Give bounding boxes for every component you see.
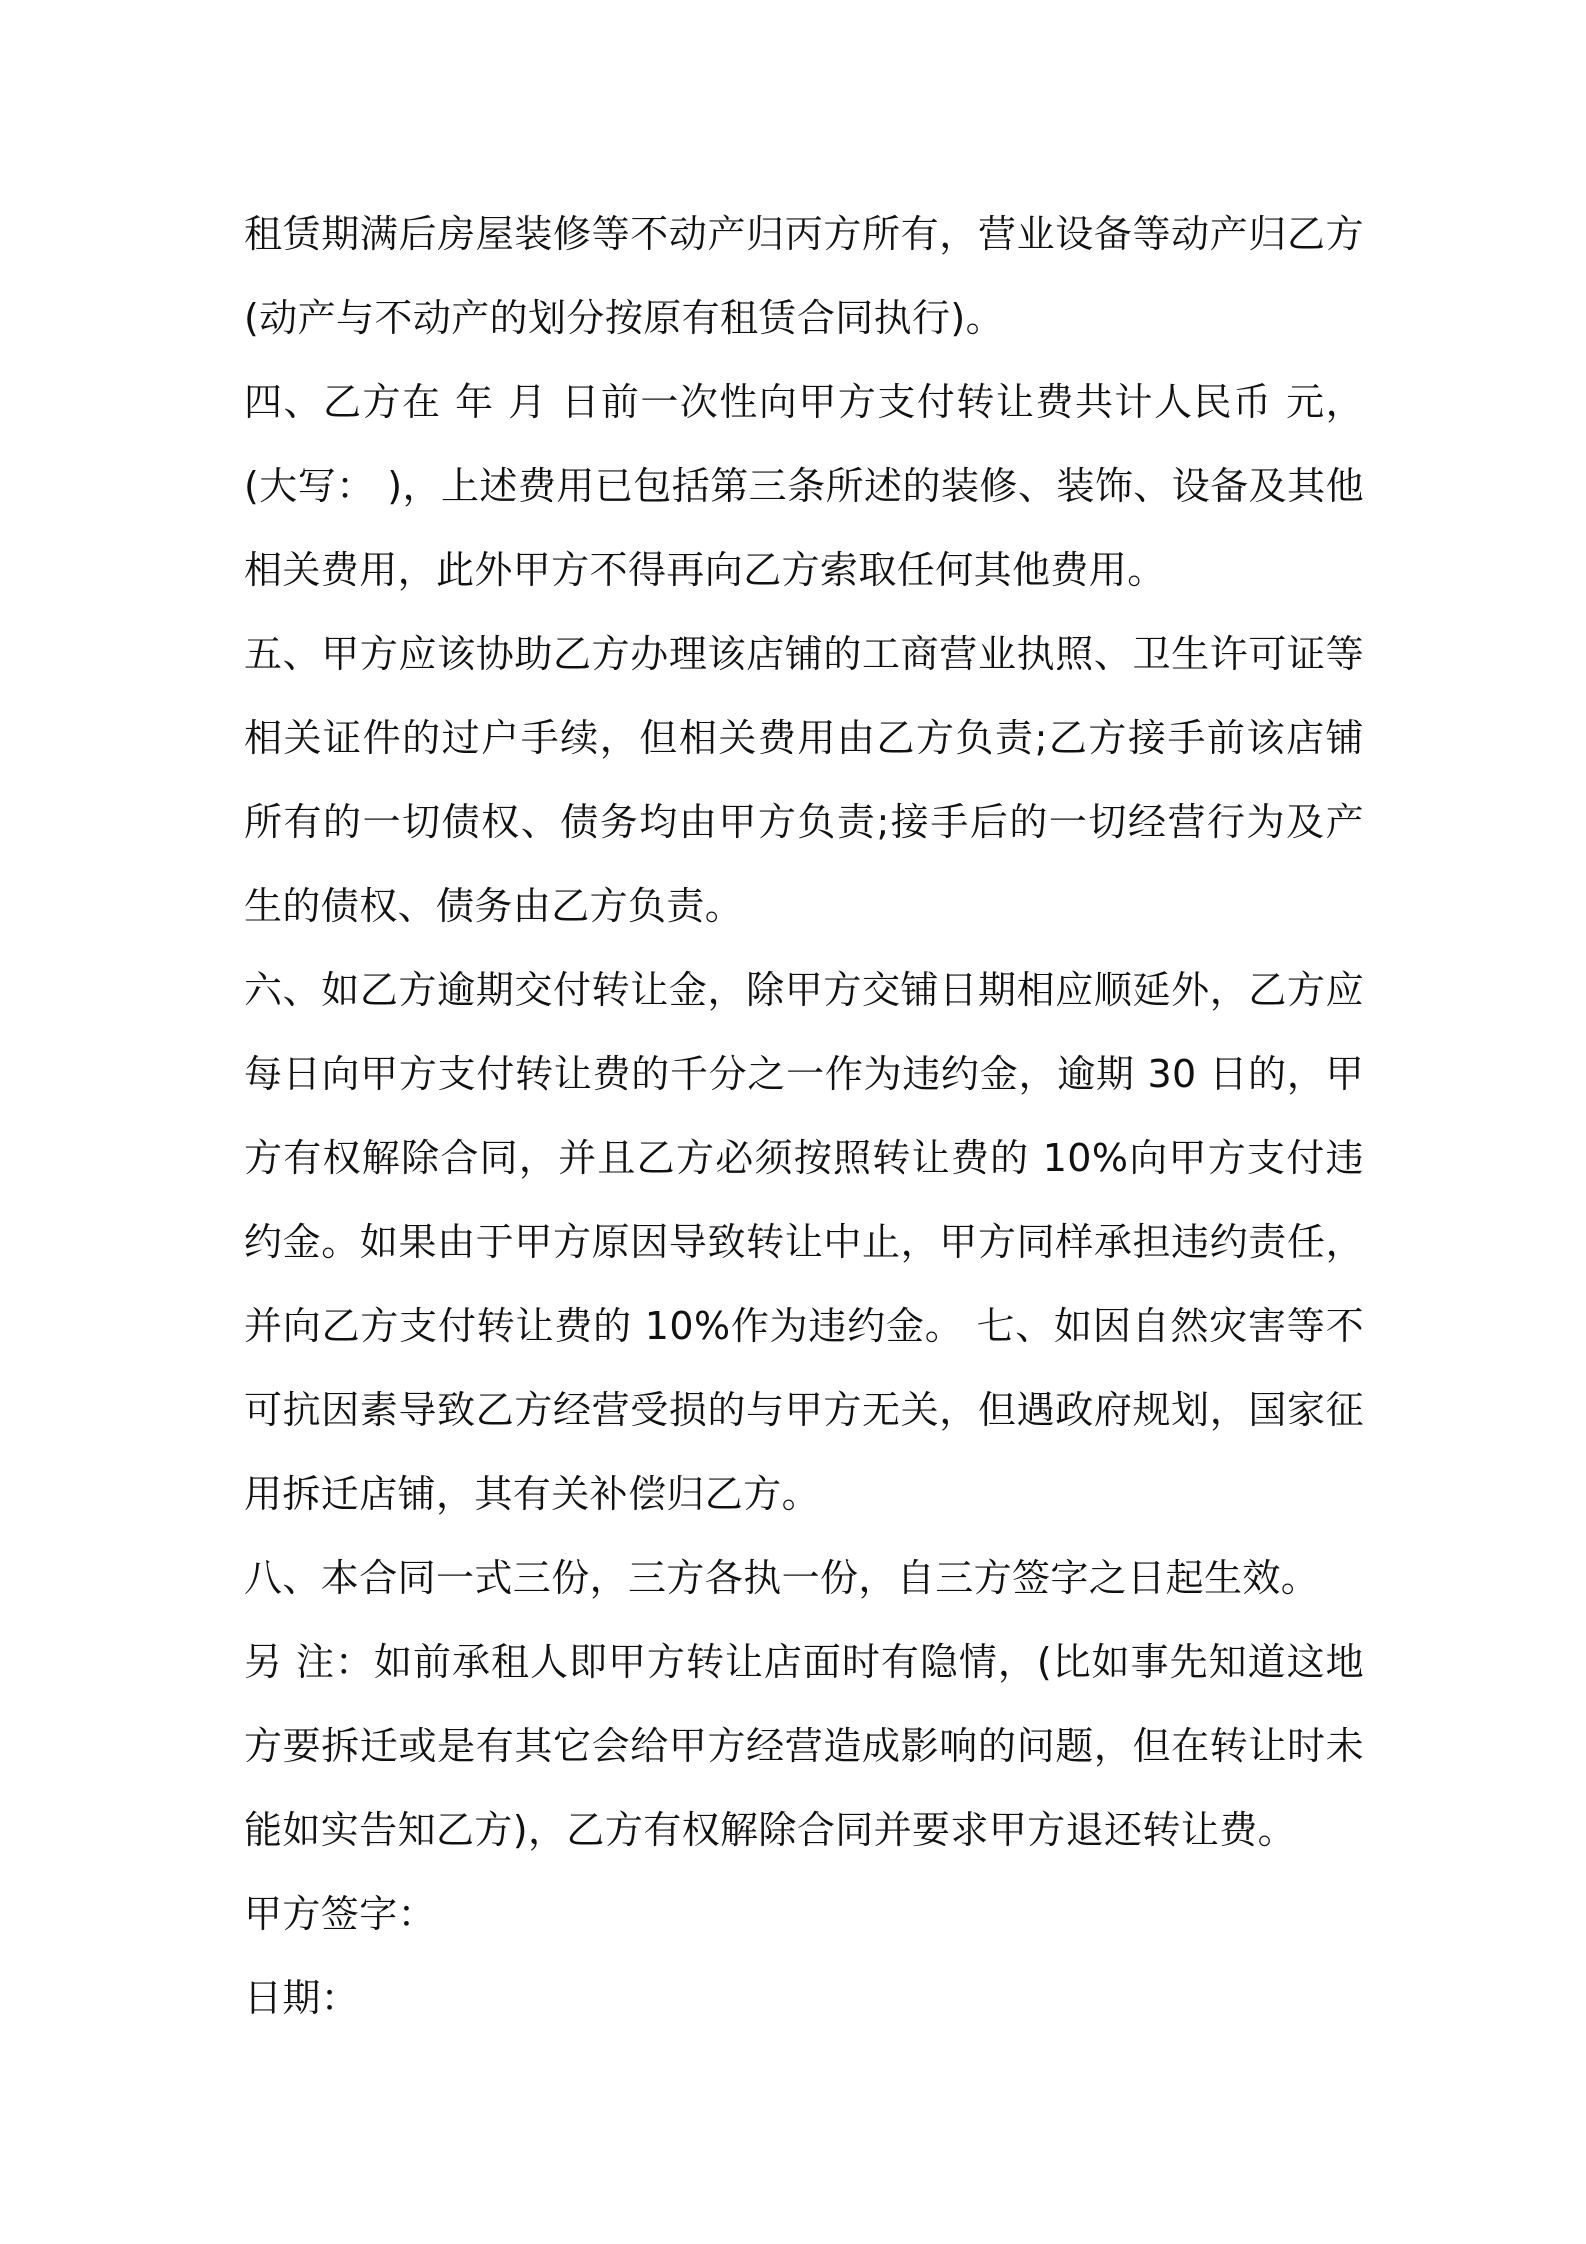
paragraph-clause-4-payment: 四、乙方在 年 月 日前一次性向甲方支付转让费共计人民币 元，(大写： )，上述费用已包括第三条所述的装修、装饰、设备及其他相关费用，此外甲方不得再向乙方索取任何其他费用。 — [244, 380, 1364, 592]
paragraph-lease-expiry: 租赁期满后房屋装修等不动产归丙方所有，营业设备等动产归乙方(动产与不动产的划分按原有租赁合同执行)。 — [244, 212, 1364, 340]
paragraph-clause-8-effect: 八、本合同一式三份，三方各执一份，自三方签字之日起生效。 — [244, 1556, 1320, 1600]
date-label: 日期： — [244, 1976, 360, 2020]
paragraph-clause-6-7-penalty: 六、如乙方逾期交付转让金，除甲方交铺日期相应顺延外，乙方应每日向甲方支付转让费的千分之一作为违约金，逾期 30 日的，甲方有权解除合同，并且乙方必须按照转让费的 10%向甲方支付违约金。如果由于甲方原因导致转让中止，甲方同样承担违约责任，并向乙方支付转让费的 10%作为违约金。 七、如因自然灾害等不可抗因素导致乙方经营受损的与甲方无关，但遇政府规划，国家征用拆迁店铺，其有关补偿归乙方。 — [244, 968, 1364, 1516]
document-body — [244, 192, 1364, 2040]
paragraph-clause-5-license-transfer: 五、甲方应该协助乙方办理该店铺的工商营业执照、卫生许可证等相关证件的过户手续，但相关费用由乙方负责;乙方接手前该店铺所有的一切债权、债务均由甲方负责;接手后的一切经营行为及产生的债权、债务由乙方负责。 — [244, 632, 1364, 928]
paragraph-additional-note: 另 注：如前承租人即甲方转让店面时有隐情，(比如事先知道这地方要拆迁或是有其它会给甲方经营造成影响的问题，但在转让时未能如实告知乙方)，乙方有权解除合同并要求甲方退还转让费。 — [244, 1640, 1364, 1852]
signature-label-party-a: 甲方签字： — [244, 1892, 437, 1936]
